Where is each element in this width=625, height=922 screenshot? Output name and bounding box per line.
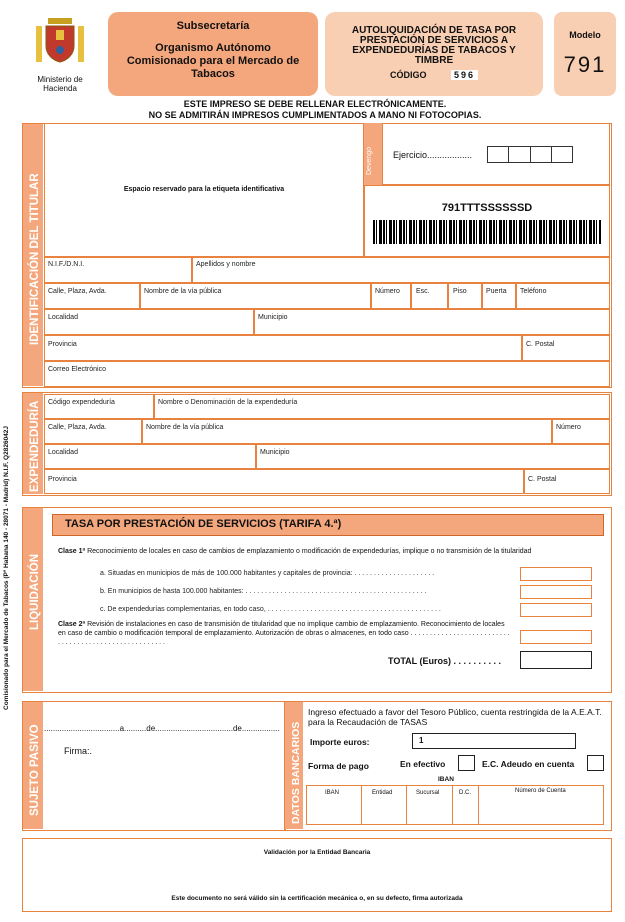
label-space [44,123,364,257]
piso-label: Piso [453,288,467,295]
calle-label: Calle, Plaza, Avda. [48,288,107,295]
label-space-text: Espacio reservado para la etiqueta identificativa [123,186,285,193]
amount-c-input[interactable] [520,603,592,617]
correo-field[interactable] [44,361,610,387]
numero-label: Número [375,288,400,295]
total-label: TOTAL (Euros) . . . . . . . . . . [388,656,502,666]
line-a: a. Situadas en municipios de más de 100.000 habitantes y capitales de provincia: . . . . . . . . . . . . . . . . . . . . . [100,570,435,577]
exp-codigo-label: Código expendeduría [48,399,115,406]
validacion-box [22,838,612,912]
calle-field[interactable] [44,283,140,309]
org-box [108,12,318,96]
puerta-field[interactable] [482,283,516,309]
bancarios-section-label: DATOS BANCARIOS [290,721,302,824]
exp-municipio-label: Municipio [260,449,290,456]
importe-value: 1 [419,736,424,745]
code-value: 596 [451,70,478,80]
exp-localidad-label: Localidad [48,449,78,456]
localidad-field[interactable] [44,309,254,335]
exp-provincia-field[interactable] [44,469,524,494]
municipio-field[interactable] [254,309,610,335]
clase2-bold: Clase 2ª [58,621,86,628]
modelo-label: Modelo [569,30,601,40]
total-input[interactable] [520,651,592,669]
date-line: ..................................a..........de...................................de................. [44,724,280,733]
exp-calle-field[interactable] [44,419,142,444]
ejercicio-cell [382,123,610,185]
ejercicio-input[interactable] [487,146,573,163]
provincia-label: Provincia [48,341,77,348]
telefono-field[interactable] [516,283,610,309]
apellidos-field[interactable] [192,257,610,283]
ministry-name: Ministerio de Hacienda [37,75,83,93]
sujeto-section [22,701,286,831]
efectivo-label: En efectivo [400,759,446,769]
title-box [325,12,543,96]
municipio-label: Municipio [258,314,288,321]
provincia-field[interactable] [44,335,522,361]
nif-field[interactable] [44,257,192,283]
apellidos-label: Apellidos y nombre [196,261,256,268]
adeudo-label: E.C. Adeudo en cuenta [482,759,575,769]
clase1-bold: Clase 1ª [58,548,86,555]
exp-numero-label: Número [556,424,581,431]
iban-col[interactable] [307,786,362,824]
line-b: b. En municipios de hasta 100.000 habitantes: . . . . . . . . . . . . . . . . . . . . . . . . . . . . . . . . . . . . . . . . . . . . . . . [100,588,427,595]
modelo-value: 791 [563,52,607,77]
modelo-box [554,12,616,96]
firma-label: Firma:. [64,746,92,756]
adeudo-checkbox[interactable] [587,755,604,771]
cuenta-col[interactable] [479,786,603,824]
piso-field[interactable] [448,283,482,309]
tasa-heading-text: TASA POR PRESTACIÓN DE SERVICIOS (TARIFA 4.ª) [65,518,342,530]
correo-label: Correo Electrónico [48,366,106,373]
puerta-label: Puerta [486,288,507,295]
code-label: CÓDIGO [389,70,427,80]
dc-col-label: D.C. [459,790,471,796]
notice-line1: ESTE IMPRESO SE DEBE RELLENAR ELECTRÓNICAMENTE. [183,99,447,109]
entidad-col-label: Entidad [372,790,393,796]
cpostal-label: C. Postal [526,341,555,348]
esc-field[interactable] [411,283,448,309]
validacion-footer: Este documento no será válido sin la certificación mecánica o, en su defecto, firma autorizada [171,895,463,902]
sucursal-col-label: Sucursal [416,790,440,796]
cuenta-col-label: Número de Cuenta [515,788,566,794]
amount-clase2-input[interactable] [520,630,592,644]
barcode-cell [364,185,610,257]
clase2-text [58,620,510,647]
exp-cpostal-label: C. Postal [528,476,557,483]
org-line2: Organismo Autónomo Comisionado para el Mercado de Tabacos [126,42,300,80]
importe-input[interactable] [412,733,576,749]
iban-grid [306,785,604,825]
tasa-heading [52,514,604,536]
coat-of-arms-icon [30,10,90,70]
org-line1: Subsecretaría [176,20,250,32]
expenduria-section-label: EXPENDEDURÍA [29,400,41,492]
notice-line2: NO SE ADMITIRÁN IMPRESOS CUMPLIMENTADOS A MANO NI FOTOCOPIAS. [148,110,482,120]
validacion-title: Validación por la Entidad Bancaria [263,849,371,856]
sujeto-section-label: SUJETO PASIVO [29,724,41,816]
exp-codigo-field[interactable] [44,394,154,419]
exp-via-label: Nombre de la vía pública [146,424,224,431]
ingreso-text: Ingreso efectuado a favor del Tesoro Público, cuenta restringida de la A.E.A.T. para la Recaudación de TASAS [308,707,602,727]
exp-calle-label: Calle, Plaza, Avda. [48,424,107,431]
ejercicio-label: Ejercicio.................. [393,150,473,160]
efectivo-checkbox[interactable] [458,755,475,771]
ministry-logo [30,10,90,93]
importe-label: Importe euros: [310,737,370,747]
sucursal-col[interactable] [407,786,453,824]
telefono-label: Teléfono [520,288,547,295]
via-label: Nombre de la vía pública [144,288,222,295]
exp-localidad-field[interactable] [44,444,256,469]
barcode-text: 791TTTSSSSSSD [441,202,533,214]
iban-col-label: IBAN [325,790,340,796]
exp-municipio-field[interactable] [256,444,610,469]
entidad-col[interactable] [362,786,407,824]
nif-label: N.I.F./D.N.I. [48,261,85,268]
forma-label: Forma de pago [308,761,369,771]
barcode-icon [373,220,601,244]
exp-provincia-label: Provincia [48,476,77,483]
dc-col[interactable] [453,786,479,824]
titular-section-label: IDENTIFICACIÓN DEL TITULAR [29,173,41,345]
clase1-desc: Reconocimiento de locales en caso de cambios de emplazamiento o modificación de expendedurías, implique o no transmisión de la titularidad [87,548,532,555]
amount-a-input[interactable] [520,567,592,581]
exp-nombre-label: Nombre o Denominación de la expendeduría [158,399,298,406]
liquidacion-section-label: LIQUIDACIÓN [29,553,41,630]
notice [80,99,550,121]
esc-label: Esc. [416,288,430,295]
cpostal-field[interactable] [522,335,610,361]
iban-title: IBAN [438,776,454,783]
clase2-desc: Revisión de instalaciones en caso de transmisión de titularidad que no implique cambio de emplazamiento. Reconocimiento de locales en caso de cambio o modificación temporal de emplazamiento. Autorización de obras o almacenes, en todo caso . . . . . . . . . . . . . . . . . . . . . . . . . . . . . . . . . . . . . . . . . . . . . . . . . . . . . . [58,621,510,646]
via-field[interactable] [140,283,371,309]
exp-nombre-field[interactable] [154,394,610,419]
localidad-label: Localidad [48,314,78,321]
exp-via-field[interactable] [142,419,552,444]
clase1-text [58,547,598,556]
line-c: c. De expendedurías complementarias, en todo caso, . . . . . . . . . . . . . . . . . . . . . . . . . . . . . . . . . . . . . . . . . . . . . [100,606,441,613]
numero-field[interactable] [371,283,411,309]
exp-numero-field[interactable] [552,419,610,444]
form-title: AUTOLIQUIDACIÓN DE TASA POR PRESTACIÓN DE SERVICIOS A EXPENDEDURÍAS DE TABACOS Y TIMBRE [351,25,517,66]
amount-b-input[interactable] [520,585,592,599]
exp-cpostal-field[interactable] [524,469,610,494]
side-text: Comisionado para el Mercado de Tabacos (Pº Habana 140 - 28071 - Madrid) N.I.F. Q2826042J [3,425,10,710]
devengo-label: Devengo [366,146,373,175]
